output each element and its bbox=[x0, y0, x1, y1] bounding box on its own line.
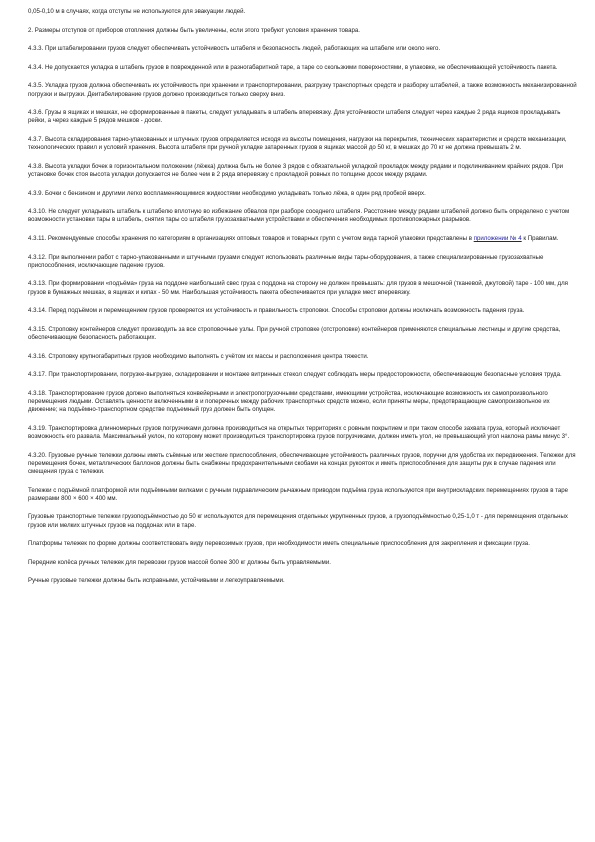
paragraph-4-3-3: 4.3.3. При штабелировании грузов следует обеспечивать устойчивость штабеля и безопасность людей, работающих на штабеле или около него. bbox=[28, 45, 441, 53]
paragraph-4-3-11-text-after: к Правилам. bbox=[521, 234, 559, 242]
paragraph-4-3-5: 4.3.5. Укладка грузов должна обеспечивать их устойчивость при хранении и транспортировании, разгрузку транспортных средств и разборку штабелей, а также возможность механизированной погрузки и выгрузки. Деитабелирование грузов должно производиться только сверху вниз. bbox=[28, 82, 577, 98]
paragraph-continuation: 0,05-0,10 м в случаях, когда отступы не используются для эвакуации людей. bbox=[28, 8, 246, 15]
paragraph-4-3-8: 4.3.8. Высота укладки бочек в горизонтальном положении (лёжка) должна быть не более 3 рядов с обязательной укладкой прокладок между рядами и подклиниванием крайних рядов. При установке бочек стоя высота укладки допускается не более чем в 2 ряда вперевязку с прокладкой ровных по толщине досок между рядами. bbox=[28, 162, 564, 178]
appendix-4-link[interactable]: приложении № 4 bbox=[473, 234, 522, 242]
paragraph-4-3-15: 4.3.15. Строповку контейнеров следует производить за все строповочные узлы. При ручной строповке (отстроповке) контейнеров применяются специальные лестницы и другие средства, обеспечивающие безопасность работающих. bbox=[28, 325, 561, 341]
paragraph-trolley-platforms: Платформы тележек по форме должны соответствовать виду перевозимых грузов, при необходимости иметь специальные приспособления для закрепления и фиксации груза. bbox=[28, 540, 530, 548]
paragraph-4-3-6: 4.3.6. Грузы в ящиках и мешках, не сформированные в пакеты, следует укладывать в штабель вперевязку. Для устойчивости штабеля следует через каждые 2 ряда ящиков прокладывать рейки, а через каждые 5 рядов мешков - доски. bbox=[28, 109, 561, 125]
paragraph-4-3-10: 4.3.10. Не следует укладывать штабель к штабелю вплотную во избежание обвалов при разборе соседнего штабеля. Расстояние между рядами штабелей должно быть определено с учетом возможности установки тары в штабель, снятия тары со штабеля грузозахватными устройствами и обеспечения необходимых противопожарных разрывов. bbox=[28, 208, 570, 224]
paragraph-trolley-condition: Ручные грузовые тележки должны быть исправными, устойчивыми и легкоуправляемыми. bbox=[28, 577, 285, 585]
paragraph-4-3-18: 4.3.18. Транспортирование грузов должно выполняться конвейерными и электропогрузочными средствами, имеющими устройства, исключающие возможность их самопроизвольного перемещения людьми. Оставлять ценности включенными в и поперечных между рабочих транспортных средств можно, если приняты меры, предотвращающие самопроизвольное их движение; на подъёмно-транспортном средстве подъемный груз должен быть опущен. bbox=[28, 389, 550, 414]
paragraph-4-3-9: 4.3.9. Бочки с бензином и другими легко воспламеняющимися жидкостями необходимо укладывать только лёжа, в один ряд пробкой вверх. bbox=[28, 189, 426, 197]
paragraph-4-3-14: 4.3.14. Перед подъёмом и перемещением грузов проверяется их устойчивость и правильность строповки. Способы строповки должны исключать возможность падения груза. bbox=[28, 307, 525, 315]
paragraph-4-3-20: 4.3.20. Грузовые ручные тележки должны иметь съёмные или жесткие приспособления, обеспечивающие устойчивость различных грузов, поручни для удобства их передвижения. Тележки для перемещения бочек, металлических баллонов должны быть снабжены предохранительными скобами на концах рукояток и иметь приспособления для защиты рук в случае падения или смещения груза с тележки. bbox=[28, 451, 576, 475]
paragraph-front-wheels: Передние колёса ручных тележек для перевозки грузов массой более 300 кг должны быть управляемыми. bbox=[28, 558, 331, 566]
paragraph-4-3-11 bbox=[28, 235, 579, 243]
paragraph-4-3-7: 4.3.7. Высота складирования тарно-упакованных и штучных грузов определяется исходя из высоты помещения, нагрузки на перекрытия, технических характеристик и средств механизации, технологических правил и условий хранения. Высота штабеля при ручной укладке затаренных грузов в ящиках массой до 50 кг, в мешках до 70 кг не должна превышать 2 м. bbox=[28, 135, 567, 152]
paragraph-4-3-19: 4.3.19. Транспортировка длинномерных грузов погрузчиками должна производиться на открытых территориях с ровным покрытием и при таком способе захвата груза, который исключает возможность его развала. Максимальный уклон, по которому может производиться транспортировка грузов погрузчиками, должен иметь угол, не превышающий угол наклона рамы минус 3°. bbox=[28, 424, 570, 440]
paragraph-4-3-17: 4.3.17. При транспортировании, погрузке-выгрузке, складировании и монтаже витринных стекол следует соблюдать меры предосторожности, обеспечивающие безопасные условия труда. bbox=[28, 371, 562, 379]
paragraph-4-3-16: 4.3.16. Строповку крупногабаритных грузов необходимо выполнять с учётом их массы и расположения центра тяжести. bbox=[28, 352, 369, 360]
paragraph-4-3-11-text-before: 4.3.11. Рекомендуемые способы хранения по категориям в организациях оптовых товаров и товарных групп с учетом вида тарной упаковки представлены в bbox=[28, 234, 474, 242]
paragraph-lift-trolleys: Тележки с подъёмной платформой или подъёмными вилками с ручным гидравлическим рычажным приводом подъёма груза используются при внутрискладских перемещениях грузов в таре размерами 800 × 600 × 400 мм. bbox=[28, 486, 569, 502]
paragraph-4-3-13: 4.3.13. При формировании «подъёма» груза на поддоне наибольший свес груза с поддона на сторону не должен превышать: для грузов в мешочной (тканевой, джутовой) таре - 100 мм, для грузов в бумажных мешках, в ящиках и кипах - 50 мм. Наибольшая устойчивость пакета обеспечивается при укладке мест вперевязку. bbox=[28, 280, 568, 296]
paragraph-4-3-4: 4.3.4. Не допускается укладка в штабель грузов в поврежденной или в разногабаритной таре, а таре со скользкими поверхностями, в упаковке, не обеспечивающей устойчивость пакета. bbox=[28, 63, 558, 71]
paragraph-4-3-12: 4.3.12. При выполнении работ с тарно-упакованными и штучными грузами следует использовать различные виды тары-оборудования, а также специализированные грузозахватные приспособления, исключающие падение грузов. bbox=[28, 253, 544, 269]
paragraph-transport-trolleys: Грузовые транспортные тележки грузоподъёмностью до 50 кг используются для перемещения отдельных укрупненных грузов, а грузоподъёмностью 0,25-1,0 т - для перемещения отдельных грузов или мелких штучных грузов на поддонах или в таре. bbox=[28, 513, 568, 529]
paragraph-note-2: 2. Размеры отступов от приборов отопления должны быть увеличены, если этого требуют условия хранения товара. bbox=[28, 26, 360, 34]
